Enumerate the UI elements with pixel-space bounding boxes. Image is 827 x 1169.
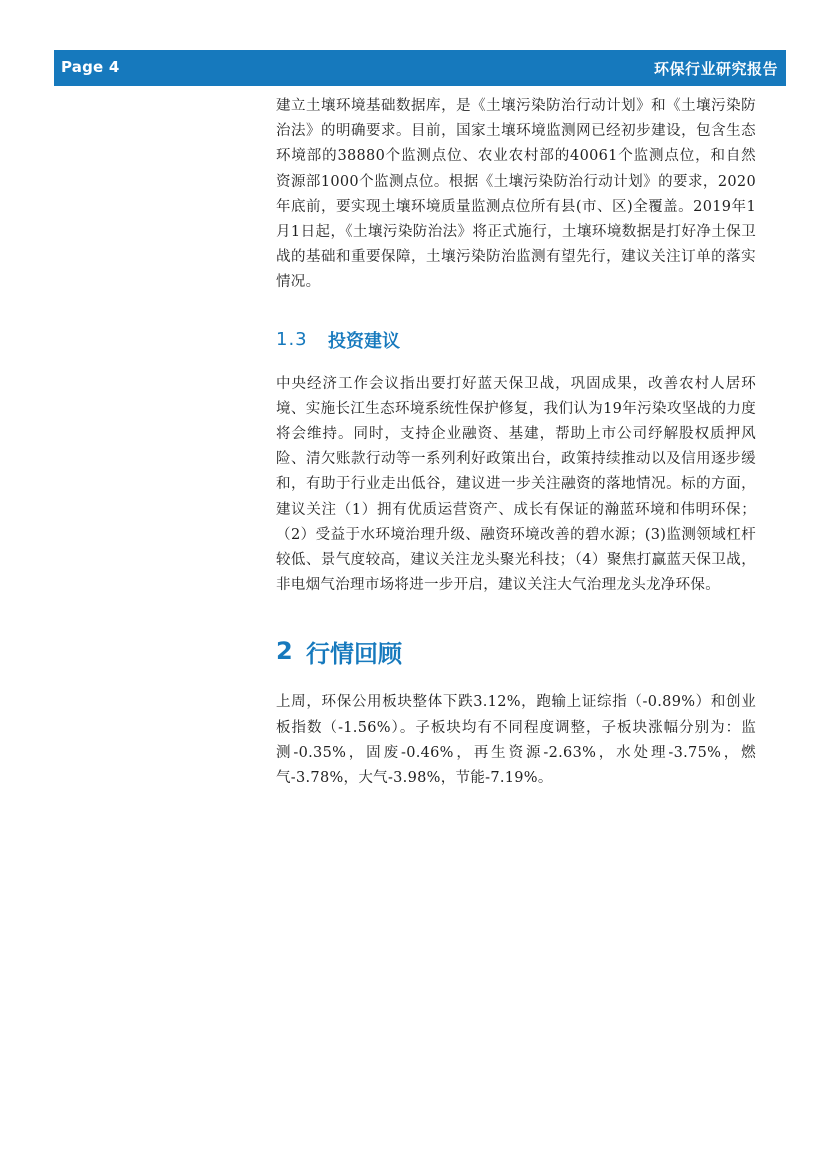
- section-number: 2: [276, 637, 293, 666]
- main-content: [276, 92, 756, 791]
- paragraph-investment-advice: 中央经济工作会议指出要打好蓝天保卫战，巩固成果，改善农村人居环境、实施长江生态环境系统性保护修复，我们认为19年污染攻坚战的力度将会维持。同时，支持企业融资、基建，帮助上市公司纾解股权质押风险、清欠账款行动等一系列利好政策出台，政策持续推动以及信用逐步缓和，有助于行业走出低谷，建议进一步关注融资的落地情况。标的方面，建议关注（1）拥有优质运营资产、成长有保证的瀚蓝环境和伟明环保；（2）受益于水环境治理升级、融资环境改善的碧水源；(3)监测领域杠杆较低、景气度较高，建议关注龙头聚光科技；（4）聚焦打赢蓝天保卫战，非电烟气治理市场将进一步开启，建议关注大气治理龙头龙净环保。: [276, 375, 756, 594]
- section-number: 1.3: [276, 329, 308, 351]
- section-title: 行情回顾: [306, 639, 402, 668]
- section-heading-2: [276, 632, 756, 670]
- paragraph-soil-monitoring: 建立土壤环境基础数据库，是《土壤污染防治行动计划》和《土壤污染防治法》的明确要求。目前，国家土壤环境监测网已经初步建设，包含生态环境部的38880个监测点位、农业农村部的40061个监测点位，和自然资源部1000个监测点位。根据《土壤污染防治行动计划》的要求，2020年底前，要实现土壤环境质量监测点位所有县(市、区)全覆盖。2019年1月1日起，《土壤污染防治法》将正式施行，土壤环境数据是打好净土保卫战的基础和重要保障，土壤污染防治监测有望先行，建议关注订单的落实情况。: [276, 98, 756, 291]
- section-heading-1-3: [276, 326, 756, 354]
- report-title: 环保行业研究报告: [653, 60, 778, 78]
- page-header-bar: [54, 50, 786, 86]
- page-number-label: Page 4: [61, 58, 120, 76]
- paragraph-market-review: 上周，环保公用板块整体下跌3.12%，跑输上证综指（-0.89%）和创业板指数（-1.56%）。子板块均有不同程度调整，子板块涨幅分别为：监测-0.35%，固废-0.46%，再生资源-2.63%，水处理-3.75%，燃气-3.78%，大气-3.98%，节能-7.19%。: [276, 694, 756, 787]
- section-title: 投资建议: [328, 330, 400, 352]
